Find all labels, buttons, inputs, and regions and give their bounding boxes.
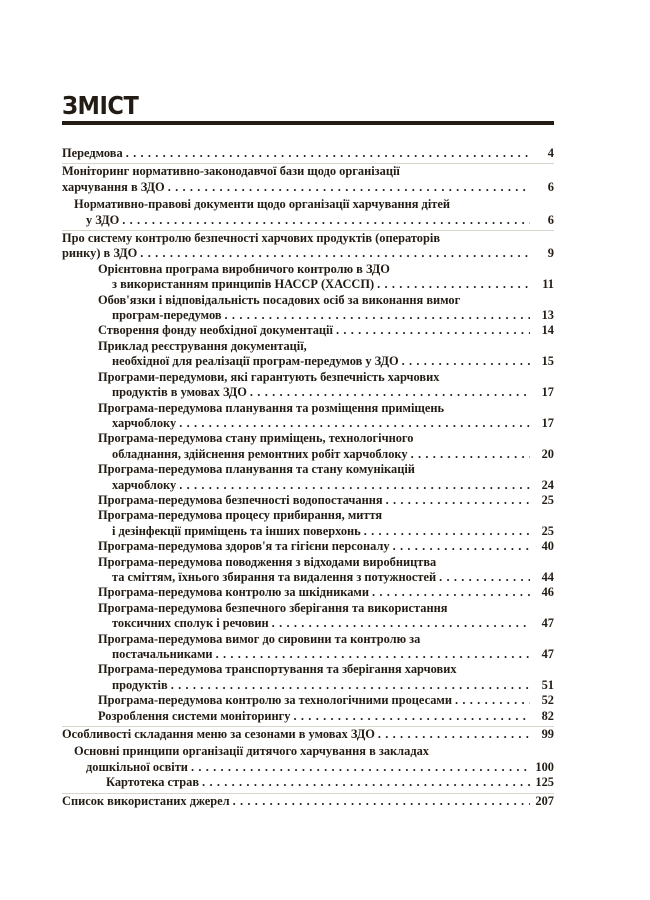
toc-entry[interactable] — [62, 462, 554, 493]
toc-entry-title: Обов'язки і відповідальність посадових осіб за виконання вимог — [98, 292, 461, 307]
dot-leader — [393, 539, 530, 554]
toc-page-number: 4 — [547, 146, 554, 160]
toc-entry-title: постачальниками — [112, 647, 213, 661]
toc-entry-title: Розроблення системи моніторингу — [98, 708, 291, 723]
toc-page-number: 46 — [541, 585, 554, 600]
toc-page-number: 17 — [541, 415, 554, 430]
toc-entry-title: у ЗДО — [86, 212, 120, 227]
dot-leader — [372, 585, 530, 600]
toc-entry[interactable] — [62, 493, 554, 508]
dot-leader — [294, 709, 530, 724]
toc-page-number: 100 — [535, 759, 554, 774]
toc-entry[interactable] — [62, 339, 554, 370]
toc-entry-title: Орієнтовна програма виробничого контролю в ЗДО — [98, 261, 390, 276]
dot-leader — [378, 727, 530, 742]
toc-entry-title: Програма-передумова поводження з відходами виробництва — [98, 554, 437, 569]
toc-entry-title: Приклад реєстрування документації, — [98, 338, 307, 353]
toc-entry[interactable] — [62, 632, 554, 663]
toc-entry[interactable] — [62, 323, 554, 338]
toc-entry[interactable] — [62, 293, 554, 324]
toc-page-number: 14 — [541, 323, 554, 338]
dot-leader — [179, 416, 530, 431]
toc-page-number: 6 — [547, 179, 554, 194]
dot-leader — [250, 385, 530, 400]
toc-page-number: 99 — [541, 727, 554, 742]
toc-entry[interactable] — [62, 508, 554, 539]
toc-page-number: 9 — [547, 246, 554, 261]
toc-entry[interactable] — [62, 262, 554, 293]
toc-page-number: 13 — [541, 308, 554, 323]
toc-entry[interactable] — [62, 726, 554, 742]
toc-entry-title: Особливості складання меню за сезонами в умовах ЗДО — [62, 727, 375, 742]
toc-page-number: 15 — [541, 354, 554, 369]
toc-page-number: 25 — [541, 492, 554, 507]
toc-entry-title: Програма-передумова планування та стану комунікацій — [98, 462, 415, 477]
dot-leader — [179, 478, 530, 493]
toc-entry-title: ринку) в ЗДО — [62, 246, 138, 261]
dot-leader — [411, 447, 530, 462]
toc-entry-title: Програма-передумова процесу прибирання, миття — [98, 508, 383, 523]
table-of-contents — [62, 144, 554, 809]
dot-leader — [171, 678, 530, 693]
toc-entry[interactable] — [62, 401, 554, 432]
toc-entry[interactable] — [62, 744, 554, 775]
toc-entry-title: продуктів — [112, 677, 168, 692]
toc-entry-title: Програми-передумови, які гарантують безпечність харчових — [98, 369, 440, 384]
toc-entry-title: харчування в ЗДО — [62, 179, 165, 194]
dot-leader — [122, 213, 530, 228]
toc-page-number: 47 — [541, 647, 554, 661]
toc-entry-title: Про систему контролю безпечності харчових продуктів (операторів — [62, 231, 441, 246]
toc-entry-title: Програма-передумова стану приміщень, технологічного — [98, 431, 414, 446]
toc-entry-title: Основні принципи організації дитячого харчування в закладах — [74, 744, 429, 759]
toc-page-number: 11 — [542, 277, 554, 292]
toc-entry-title: Програма-передумова контролю за технологічними процесами — [98, 693, 452, 708]
toc-entry-title: Передмова — [62, 146, 123, 160]
toc-entry[interactable] — [62, 585, 554, 600]
title-underline — [62, 121, 554, 125]
toc-entry-title: Програма-передумова безпечності водопостачання — [98, 492, 383, 507]
toc-page-number: 52 — [541, 693, 554, 708]
dot-leader — [233, 794, 530, 809]
dot-leader — [386, 493, 530, 508]
dot-leader — [126, 146, 530, 161]
toc-entry-title: Картотека страв — [106, 775, 200, 790]
toc-entry[interactable] — [62, 693, 554, 708]
toc-entry-title: харчоблоку — [112, 477, 177, 492]
toc-entry-title: Програма-передумова контролю за шкідниками — [98, 585, 370, 600]
toc-entry[interactable] — [62, 163, 554, 195]
toc-page-number: 51 — [541, 677, 554, 692]
toc-page-number: 82 — [541, 708, 554, 723]
toc-entry-title: необхідної для реалізації програм-передумов у ЗДО — [112, 354, 399, 369]
dot-leader — [377, 277, 530, 292]
toc-entry-title: Програма-передумова вимог до сировини та контролю за — [98, 631, 421, 646]
toc-entry-title: Список використаних джерел — [62, 793, 230, 808]
toc-entry-title: Нормативно-правові документи щодо організації харчування дітей — [74, 197, 450, 212]
toc-entry[interactable] — [62, 230, 554, 262]
toc-entry[interactable] — [62, 370, 554, 401]
toc-entry[interactable] — [62, 775, 554, 790]
dot-leader — [225, 308, 530, 323]
toc-entry-title: і дезінфекції приміщень та інших поверхонь — [112, 523, 361, 538]
toc-entry[interactable] — [62, 146, 554, 161]
dot-leader — [364, 524, 530, 539]
toc-entry-title: Програма-передумова транспортування та зберігання харчових — [98, 662, 457, 677]
toc-entry-title: Програма-передумова безпечного зберігання та використання — [98, 600, 448, 615]
dot-leader — [202, 775, 530, 790]
toc-entry[interactable] — [62, 555, 554, 586]
dot-leader — [439, 570, 530, 585]
toc-page-number: 25 — [541, 523, 554, 538]
dot-leader — [216, 647, 530, 662]
toc-entry-title: токсичних сполук і речовин — [112, 616, 269, 631]
toc-entry-title: та сміттям, їхнього збирання та видалення з потужностей — [112, 569, 437, 584]
toc-entry-title: продуктів в умовах ЗДО — [112, 385, 247, 400]
toc-entry-title: Програма-передумова планування та розміщення приміщень — [98, 400, 445, 415]
toc-entry-title: Програма-передумова здоров'я та гігієни персоналу — [98, 539, 390, 554]
toc-entry[interactable] — [62, 709, 554, 724]
toc-entry[interactable] — [62, 539, 554, 554]
toc-entry-title: програм-передумов — [112, 308, 222, 323]
toc-entry[interactable] — [62, 662, 554, 693]
toc-entry-title: з використанням принципів НАССР (ХАССП) — [112, 277, 375, 292]
toc-entry[interactable] — [62, 431, 554, 462]
dot-leader — [455, 693, 530, 708]
dot-leader — [402, 354, 530, 369]
toc-entry-title: Моніторинг нормативно-законодавчої бази щодо організації — [62, 164, 400, 179]
toc-entry-title: харчоблоку — [112, 415, 177, 430]
dot-leader — [272, 616, 530, 631]
toc-page-number: 207 — [535, 793, 554, 808]
toc-entry[interactable] — [62, 793, 554, 809]
toc-page-number: 125 — [535, 775, 554, 790]
dot-leader — [140, 246, 530, 261]
toc-entry-title: Створення фонду необхідної документації — [98, 323, 333, 338]
toc-page-number: 20 — [541, 446, 554, 461]
dot-leader — [336, 323, 530, 338]
toc-page-number: 24 — [541, 477, 554, 492]
toc-page-number: 47 — [541, 616, 554, 631]
page-title: ЗМІСТ — [62, 91, 139, 120]
toc-page-number: 44 — [541, 569, 554, 584]
toc-page-number: 40 — [541, 539, 554, 554]
toc-entry[interactable] — [62, 601, 554, 632]
toc-entry-title: обладнання, здійснення ремонтних робіт харчоблоку — [112, 446, 408, 461]
toc-entry[interactable] — [62, 197, 554, 228]
toc-page-number: 17 — [541, 385, 554, 400]
dot-leader — [191, 760, 530, 775]
dot-leader — [168, 180, 530, 195]
toc-page-number: 6 — [547, 212, 554, 227]
toc-entry-title: дошкільної освіти — [86, 759, 188, 774]
